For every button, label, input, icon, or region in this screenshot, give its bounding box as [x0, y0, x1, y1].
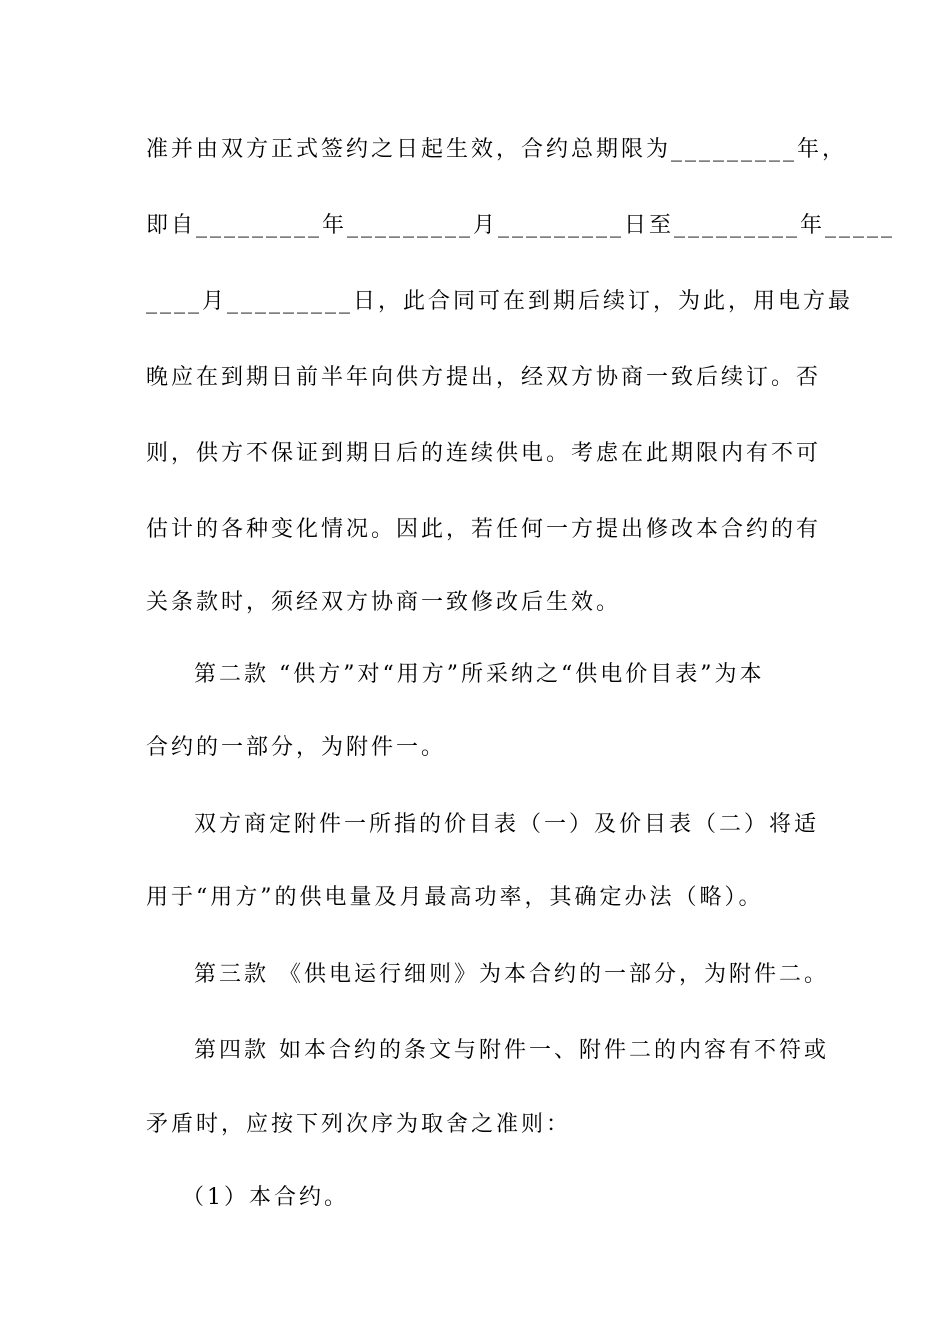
clause-4-heading-line: 第四款 如本合约的条文与附件一、附件二的内容有不符或 [194, 1038, 829, 1063]
text-line-6: 估计的各种变化情况。因此，若任何一方提出修改本合约的有 [146, 517, 822, 542]
text-line-11: 用于“用方”的供电量及月最高功率，其确定办法（略）。 [146, 885, 764, 910]
text-line-4: 晚应在到期日前半年向供方提出，经双方协商一致后续订。否 [146, 365, 822, 390]
text-line-5: 则，供方不保证到期日后的连续供电。考虑在此期限内有不可 [146, 441, 822, 466]
paragraph-price-table-line: 双方商定附件一所指的价目表（一）及价目表（二）将适 [194, 812, 820, 837]
clause-2-heading-line: 第二款 “供方”对“用方”所采纳之“供电价目表”为本 [194, 662, 765, 687]
text-line-7: 关条款时，须经双方协商一致修改后生效。 [146, 590, 622, 615]
list-item-1: （1）本合约。 [182, 1185, 349, 1210]
text-line-14: 矛盾时，应按下列次序为取舍之准则： [146, 1112, 572, 1137]
text-line-1: 准并由双方正式签约之日起生效，合约总期限为_________年， [146, 137, 848, 162]
clause-3-line: 第三款 《供电运行细则》为本合约的一部分，为附件二。 [194, 962, 829, 987]
text-line-2: 即自_________年_________月_________日至_________年_____ [146, 213, 896, 238]
text-line-3: ____月_________日，此合同可在到期后续订，为此，用电方最 [146, 289, 854, 314]
text-line-9: 合约的一部分，为附件一。 [146, 735, 447, 760]
